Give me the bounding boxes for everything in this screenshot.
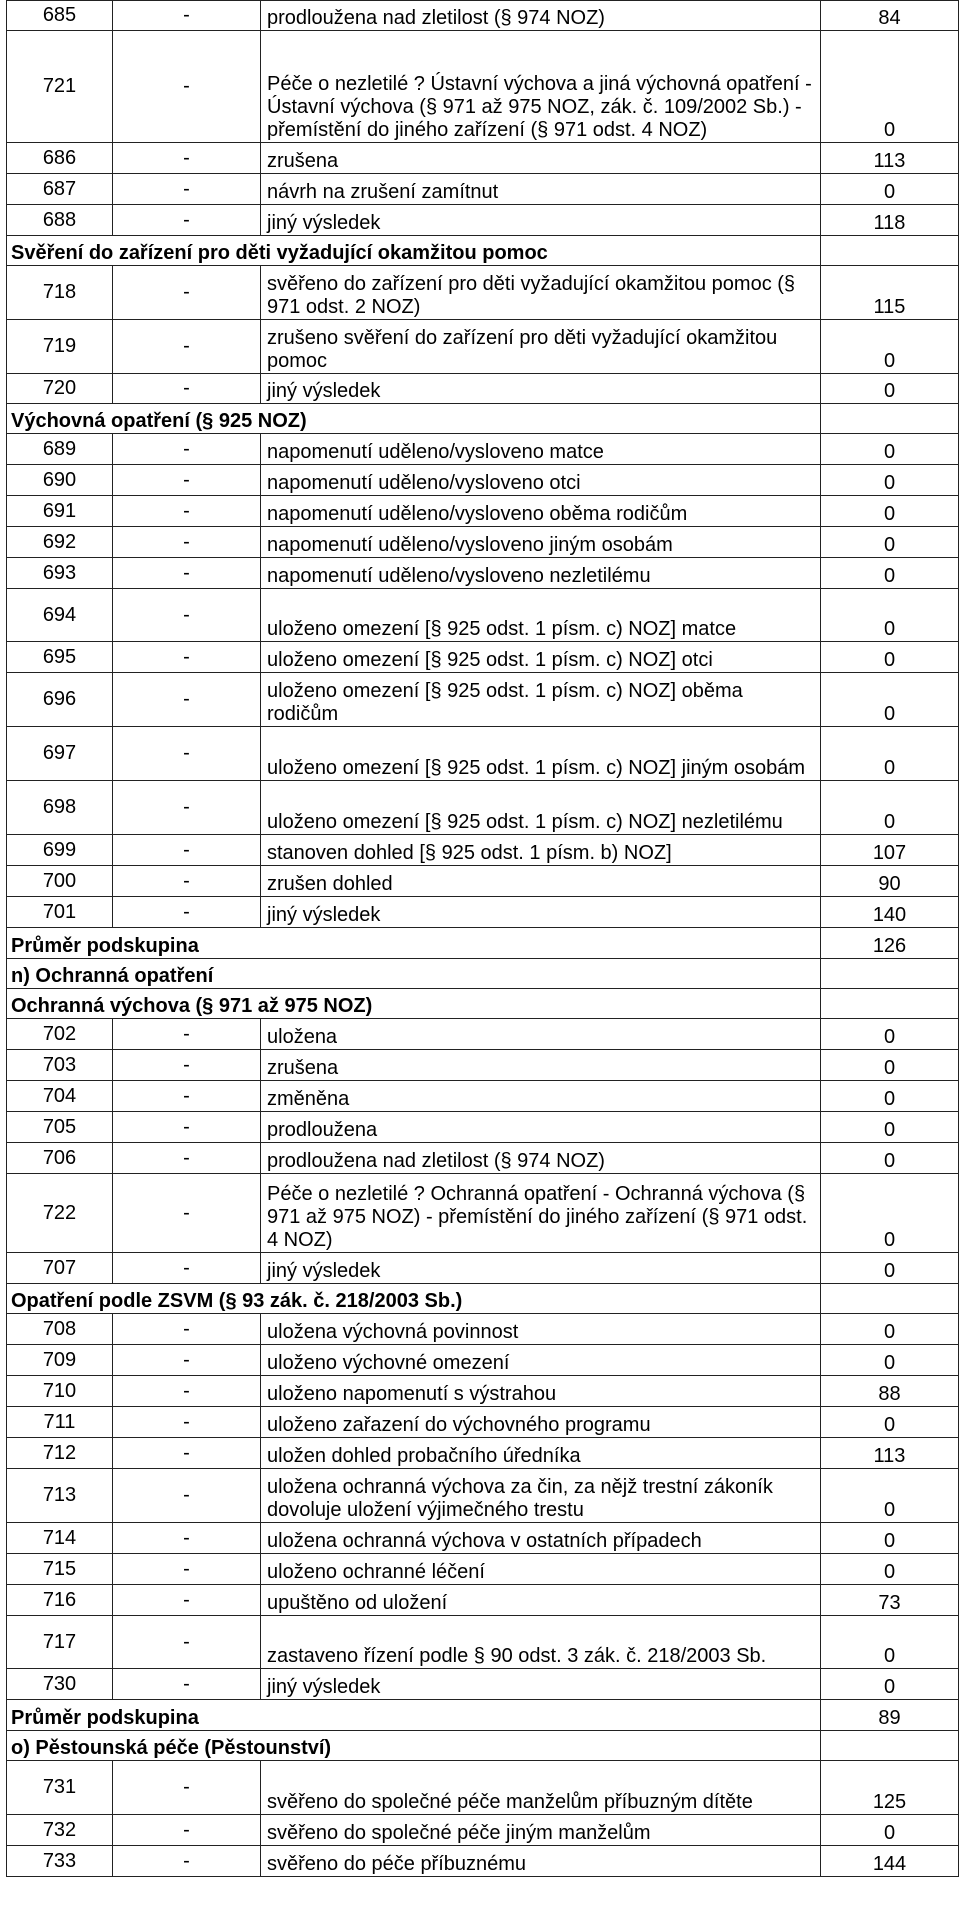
section-header-value <box>821 404 959 434</box>
table-row <box>7 1669 959 1700</box>
table-row <box>7 1554 959 1585</box>
row-value-cell: 0 <box>821 1407 959 1438</box>
table-row <box>7 527 959 558</box>
row-code-cell: 732 <box>7 1815 113 1846</box>
row-dash-cell: - <box>113 266 261 320</box>
row-value-cell: 0 <box>821 1019 959 1050</box>
row-description-cell: uloženo omezení [§ 925 odst. 1 písm. c) NOZ] otci <box>261 642 821 673</box>
row-value-cell: 107 <box>821 835 959 866</box>
row-description-cell: napomenutí uděleno/vysloveno otci <box>261 465 821 496</box>
row-description-cell: uložena ochranná výchova za čin, za nějž trestní zákoník dovoluje uložení výjimečného trestu <box>261 1469 821 1523</box>
row-description-cell: svěřeno do zařízení pro děti vyžadující okamžitou pomoc (§ 971 odst. 2 NOZ) <box>261 266 821 320</box>
row-dash-cell: - <box>113 897 261 928</box>
row-dash-cell: - <box>113 673 261 727</box>
section-header-value <box>821 236 959 266</box>
section-header-value <box>821 989 959 1019</box>
row-dash-cell: - <box>113 835 261 866</box>
table-row <box>7 143 959 174</box>
table-row <box>7 1376 959 1407</box>
row-dash-cell: - <box>113 496 261 527</box>
table-row <box>7 1050 959 1081</box>
table-row <box>7 1143 959 1174</box>
row-description-cell: uloženo výchovné omezení <box>261 1345 821 1376</box>
row-value-cell: 0 <box>821 1815 959 1846</box>
row-dash-cell: - <box>113 143 261 174</box>
row-value-cell: 0 <box>821 589 959 642</box>
row-code-cell: 700 <box>7 866 113 897</box>
row-value-cell: 0 <box>821 1345 959 1376</box>
row-value-cell: 0 <box>821 465 959 496</box>
row-description-cell: upuštěno od uložení <box>261 1585 821 1616</box>
row-value-cell: 0 <box>821 1669 959 1700</box>
row-code-cell: 716 <box>7 1585 113 1616</box>
section-header-row <box>7 236 959 266</box>
row-code-cell: 691 <box>7 496 113 527</box>
table-row <box>7 673 959 727</box>
row-dash-cell: - <box>113 1438 261 1469</box>
row-dash-cell: - <box>113 1815 261 1846</box>
row-description-cell: jiný výsledek <box>261 374 821 404</box>
row-dash-cell: - <box>113 527 261 558</box>
row-dash-cell: - <box>113 1846 261 1877</box>
row-value-cell: 0 <box>821 1523 959 1554</box>
section-header-value <box>821 1284 959 1314</box>
table-row <box>7 1846 959 1877</box>
row-dash-cell: - <box>113 465 261 496</box>
row-dash-cell: - <box>113 205 261 236</box>
row-code-cell: 721 <box>7 31 113 143</box>
row-dash-cell: - <box>113 1112 261 1143</box>
row-code-cell: 720 <box>7 374 113 404</box>
row-dash-cell: - <box>113 1345 261 1376</box>
row-description-cell: jiný výsledek <box>261 1253 821 1284</box>
statistics-table <box>6 0 959 1877</box>
section-header-label: Výchovná opatření (§ 925 NOZ) <box>7 404 821 434</box>
row-value-cell: 0 <box>821 727 959 781</box>
row-code-cell: 714 <box>7 1523 113 1554</box>
row-code-cell: 709 <box>7 1345 113 1376</box>
row-value-cell: 0 <box>821 1143 959 1174</box>
row-description-cell: uloženo ochranné léčení <box>261 1554 821 1585</box>
row-description-cell: napomenutí uděleno/vysloveno oběma rodičům <box>261 496 821 527</box>
row-value-cell: 125 <box>821 1761 959 1815</box>
row-code-cell: 703 <box>7 1050 113 1081</box>
table-row <box>7 558 959 589</box>
row-dash-cell: - <box>113 1 261 31</box>
row-value-cell: 0 <box>821 642 959 673</box>
row-value-cell: 113 <box>821 143 959 174</box>
row-description-cell: zastaveno řízení podle § 90 odst. 3 zák. č. 218/2003 Sb. <box>261 1616 821 1669</box>
row-dash-cell: - <box>113 866 261 897</box>
row-code-cell: 722 <box>7 1174 113 1253</box>
row-dash-cell: - <box>113 1523 261 1554</box>
section-header-label: n) Ochranná opatření <box>7 959 821 989</box>
row-value-cell: 0 <box>821 1081 959 1112</box>
row-value-cell: 0 <box>821 374 959 404</box>
table-row <box>7 434 959 465</box>
table-row <box>7 1112 959 1143</box>
row-code-cell: 711 <box>7 1407 113 1438</box>
row-dash-cell: - <box>113 174 261 205</box>
row-description-cell: uloženo omezení [§ 925 odst. 1 písm. c) NOZ] oběma rodičům <box>261 673 821 727</box>
row-dash-cell: - <box>113 781 261 835</box>
row-value-cell: 0 <box>821 673 959 727</box>
table-row <box>7 589 959 642</box>
row-description-cell: napomenutí uděleno/vysloveno matce <box>261 434 821 465</box>
row-code-cell: 713 <box>7 1469 113 1523</box>
table-row <box>7 897 959 928</box>
row-value-cell: 0 <box>821 1112 959 1143</box>
row-description-cell: uloženo zařazení do výchovného programu <box>261 1407 821 1438</box>
row-dash-cell: - <box>113 1050 261 1081</box>
row-description-cell: uloženo omezení [§ 925 odst. 1 písm. c) NOZ] matce <box>261 589 821 642</box>
row-dash-cell: - <box>113 320 261 374</box>
table-row <box>7 205 959 236</box>
row-dash-cell: - <box>113 1554 261 1585</box>
table-row <box>7 1815 959 1846</box>
row-description-cell: Péče o nezletilé ? Ústavní výchova a jiná výchovná opatření - Ústavní výchova (§ 971 až 975 NOZ, zák. č. 109/2002 Sb.) - přemístění do jiného zařízení (§ 971 odst. 4 NOZ) <box>261 31 821 143</box>
row-code-cell: 718 <box>7 266 113 320</box>
row-value-cell: 0 <box>821 1469 959 1523</box>
section-header-label: Ochranná výchova (§ 971 až 975 NOZ) <box>7 989 821 1019</box>
row-code-cell: 710 <box>7 1376 113 1407</box>
row-code-cell: 692 <box>7 527 113 558</box>
row-dash-cell: - <box>113 434 261 465</box>
row-code-cell: 733 <box>7 1846 113 1877</box>
row-code-cell: 702 <box>7 1019 113 1050</box>
row-code-cell: 731 <box>7 1761 113 1815</box>
row-dash-cell: - <box>113 1019 261 1050</box>
row-description-cell: uložena ochranná výchova v ostatních případech <box>261 1523 821 1554</box>
table-row <box>7 1081 959 1112</box>
table-row <box>7 465 959 496</box>
row-description-cell: zrušena <box>261 1050 821 1081</box>
row-value-cell: 113 <box>821 1438 959 1469</box>
section-header-row <box>7 1731 959 1761</box>
row-value-cell: 0 <box>821 496 959 527</box>
row-code-cell: 730 <box>7 1669 113 1700</box>
row-description-cell: uloženo napomenutí s výstrahou <box>261 1376 821 1407</box>
row-value-cell: 0 <box>821 1050 959 1081</box>
row-value-cell: 0 <box>821 1253 959 1284</box>
row-value-cell: 144 <box>821 1846 959 1877</box>
table-row <box>7 1345 959 1376</box>
row-dash-cell: - <box>113 1669 261 1700</box>
row-dash-cell: - <box>113 1761 261 1815</box>
row-description-cell: prodloužena nad zletilost (§ 974 NOZ) <box>261 1 821 31</box>
row-dash-cell: - <box>113 642 261 673</box>
table-row <box>7 320 959 374</box>
section-header-label: o) Pěstounská péče (Pěstounství) <box>7 1731 821 1761</box>
row-value-cell: 88 <box>821 1376 959 1407</box>
row-code-cell: 699 <box>7 835 113 866</box>
table-row <box>7 866 959 897</box>
row-dash-cell: - <box>113 1376 261 1407</box>
section-header-value <box>821 1731 959 1761</box>
row-description-cell: svěřeno do péče příbuznému <box>261 1846 821 1877</box>
row-value-cell: 0 <box>821 434 959 465</box>
row-value-cell: 0 <box>821 31 959 143</box>
row-code-cell: 686 <box>7 143 113 174</box>
table-row <box>7 1253 959 1284</box>
row-value-cell: 73 <box>821 1585 959 1616</box>
row-description-cell: svěřeno do společné péče jiným manželům <box>261 1815 821 1846</box>
row-value-cell: 115 <box>821 266 959 320</box>
row-code-cell: 705 <box>7 1112 113 1143</box>
row-description-cell: napomenutí uděleno/vysloveno jiným osobám <box>261 527 821 558</box>
row-dash-cell: - <box>113 1314 261 1345</box>
section-header-label: Průměr podskupina <box>7 928 821 959</box>
table-row <box>7 1438 959 1469</box>
table-row <box>7 1019 959 1050</box>
section-header-row <box>7 959 959 989</box>
row-value-cell: 0 <box>821 1554 959 1585</box>
row-code-cell: 707 <box>7 1253 113 1284</box>
row-dash-cell: - <box>113 558 261 589</box>
row-value-cell: 0 <box>821 527 959 558</box>
table-row <box>7 1 959 31</box>
table-row <box>7 1585 959 1616</box>
table-row <box>7 1616 959 1669</box>
row-dash-cell: - <box>113 1253 261 1284</box>
row-description-cell: uloženo omezení [§ 925 odst. 1 písm. c) NOZ] jiným osobám <box>261 727 821 781</box>
section-header-label: Svěření do zařízení pro děti vyžadující okamžitou pomoc <box>7 236 821 266</box>
row-dash-cell: - <box>113 31 261 143</box>
section-header-row <box>7 989 959 1019</box>
row-dash-cell: - <box>113 1407 261 1438</box>
table-row <box>7 835 959 866</box>
row-description-cell: prodloužena nad zletilost (§ 974 NOZ) <box>261 1143 821 1174</box>
row-description-cell: změněna <box>261 1081 821 1112</box>
section-header-row <box>7 1284 959 1314</box>
row-description-cell: zrušeno svěření do zařízení pro děti vyžadující okamžitou pomoc <box>261 320 821 374</box>
table-row <box>7 266 959 320</box>
table-row <box>7 174 959 205</box>
row-code-cell: 708 <box>7 1314 113 1345</box>
table-body <box>7 1 959 1877</box>
section-header-row <box>7 928 959 959</box>
table-row <box>7 727 959 781</box>
row-description-cell: stanoven dohled [§ 925 odst. 1 písm. b) NOZ] <box>261 835 821 866</box>
section-header-value <box>821 959 959 989</box>
table-row <box>7 496 959 527</box>
row-code-cell: 704 <box>7 1081 113 1112</box>
row-code-cell: 687 <box>7 174 113 205</box>
table-row <box>7 1523 959 1554</box>
table-row <box>7 1314 959 1345</box>
table-row <box>7 642 959 673</box>
row-value-cell: 0 <box>821 1616 959 1669</box>
row-code-cell: 715 <box>7 1554 113 1585</box>
row-code-cell: 690 <box>7 465 113 496</box>
row-description-cell: jiný výsledek <box>261 1669 821 1700</box>
row-description-cell: Péče o nezletilé ? Ochranná opatření - Ochranná výchova (§ 971 až 975 NOZ) - přemístění do jiného zařízení (§ 971 odst. 4 NOZ) <box>261 1174 821 1253</box>
row-value-cell: 0 <box>821 1174 959 1253</box>
row-code-cell: 706 <box>7 1143 113 1174</box>
row-dash-cell: - <box>113 589 261 642</box>
row-code-cell: 712 <box>7 1438 113 1469</box>
row-dash-cell: - <box>113 1585 261 1616</box>
row-code-cell: 693 <box>7 558 113 589</box>
row-dash-cell: - <box>113 727 261 781</box>
row-dash-cell: - <box>113 1081 261 1112</box>
row-code-cell: 689 <box>7 434 113 465</box>
row-code-cell: 719 <box>7 320 113 374</box>
row-value-cell: 90 <box>821 866 959 897</box>
row-description-cell: uložena výchovná povinnost <box>261 1314 821 1345</box>
row-description-cell: jiný výsledek <box>261 897 821 928</box>
section-header-label: Průměr podskupina <box>7 1700 821 1731</box>
row-description-cell: uloženo omezení [§ 925 odst. 1 písm. c) NOZ] nezletilému <box>261 781 821 835</box>
row-value-cell: 118 <box>821 205 959 236</box>
row-description-cell: jiný výsledek <box>261 205 821 236</box>
row-code-cell: 698 <box>7 781 113 835</box>
row-description-cell: zrušena <box>261 143 821 174</box>
row-code-cell: 697 <box>7 727 113 781</box>
row-value-cell: 0 <box>821 558 959 589</box>
section-header-row <box>7 1700 959 1731</box>
row-dash-cell: - <box>113 1616 261 1669</box>
row-dash-cell: - <box>113 374 261 404</box>
row-description-cell: uložen dohled probačního úředníka <box>261 1438 821 1469</box>
table-row <box>7 1174 959 1253</box>
row-value-cell: 84 <box>821 1 959 31</box>
row-value-cell: 0 <box>821 320 959 374</box>
section-header-value: 126 <box>821 928 959 959</box>
section-header-row <box>7 404 959 434</box>
row-description-cell: návrh na zrušení zamítnut <box>261 174 821 205</box>
section-header-value: 89 <box>821 1700 959 1731</box>
row-description-cell: napomenutí uděleno/vysloveno nezletilému <box>261 558 821 589</box>
row-description-cell: prodloužena <box>261 1112 821 1143</box>
table-row <box>7 781 959 835</box>
section-header-label: Opatření podle ZSVM (§ 93 zák. č. 218/2003 Sb.) <box>7 1284 821 1314</box>
table-row <box>7 1469 959 1523</box>
row-code-cell: 701 <box>7 897 113 928</box>
row-code-cell: 688 <box>7 205 113 236</box>
row-dash-cell: - <box>113 1469 261 1523</box>
row-description-cell: svěřeno do společné péče manželům příbuzným dítěte <box>261 1761 821 1815</box>
row-dash-cell: - <box>113 1143 261 1174</box>
row-code-cell: 694 <box>7 589 113 642</box>
table-row <box>7 31 959 143</box>
row-description-cell: zrušen dohled <box>261 866 821 897</box>
row-description-cell: uložena <box>261 1019 821 1050</box>
row-value-cell: 140 <box>821 897 959 928</box>
row-code-cell: 696 <box>7 673 113 727</box>
table-row <box>7 374 959 404</box>
row-code-cell: 717 <box>7 1616 113 1669</box>
row-value-cell: 0 <box>821 781 959 835</box>
row-value-cell: 0 <box>821 174 959 205</box>
row-value-cell: 0 <box>821 1314 959 1345</box>
row-code-cell: 695 <box>7 642 113 673</box>
row-dash-cell: - <box>113 1174 261 1253</box>
table-row <box>7 1761 959 1815</box>
table-row <box>7 1407 959 1438</box>
row-code-cell: 685 <box>7 1 113 31</box>
